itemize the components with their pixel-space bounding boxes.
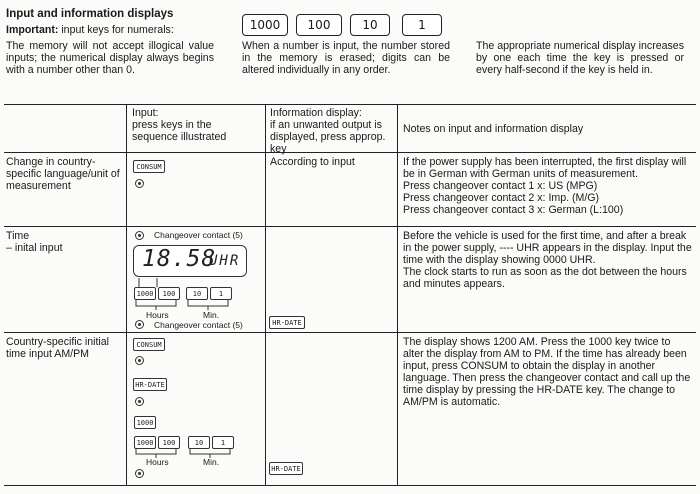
row1-info: According to input: [270, 156, 355, 168]
row2-notes: Before the vehicle is used for the first time, and after a break in the power supply, ---- UHR appears in the display. Input the time with the display showing 0000 UHR. The clock starts to run as soon as the dot between the hours and minutes appears.: [403, 230, 692, 290]
row1-consum-key[interactable]: CONSUM: [133, 160, 165, 173]
row2-changeover-bottom: Changeover contact (5): [154, 320, 243, 330]
row2-key-1000[interactable]: 1000: [134, 287, 156, 300]
intro-para-3: The appropriate numerical display increases by one each time the key is pressed or every half-second if the key is held in.: [476, 40, 684, 76]
row3-consum-key[interactable]: CONSUM: [133, 338, 165, 351]
header-notes: Notes on input and information display: [403, 123, 584, 135]
numeral-key-1[interactable]: 1: [402, 14, 442, 36]
intro-para-2: When a number is input, the number stored in the memory is erased; digits can be altered individually in any order.: [242, 40, 450, 76]
row3-min-label: Min.: [203, 457, 220, 467]
row2-key-100[interactable]: 100: [158, 287, 180, 300]
lcd-text: UHR: [209, 253, 241, 269]
row2-min-label: Min.: [203, 310, 220, 320]
row3-key-10[interactable]: 10: [188, 436, 210, 449]
row2-label: Time: [6, 230, 30, 242]
row2-key-1[interactable]: 1: [210, 287, 232, 300]
row3-hr-date-key[interactable]: HR-DATE: [133, 378, 167, 391]
row1-notes: If the power supply has been interrupted, the first display will be in German with German units of measurement. Press changeover contact 1 x: US (MPG) Press changeover contact 2 x: Imp. (M/G) Press changeover contact 3 x: German (L:100): [403, 156, 687, 216]
row2-key-10[interactable]: 10: [186, 287, 208, 300]
row3-hr-date-key-info[interactable]: HR-DATE: [269, 462, 303, 475]
lcd-digits: 18.58: [142, 246, 217, 272]
row3-key-1[interactable]: 1: [212, 436, 234, 449]
header-input: Input: press keys in the sequence illustrated: [132, 107, 227, 143]
intro-para-1: The memory will not accept illogical value inputs; the numerical display always begins with a number other than 0.: [6, 40, 214, 76]
header-info: Information display: if an unwanted output is displayed, press approp. key: [270, 107, 386, 155]
row3-key-100[interactable]: 100: [158, 436, 180, 449]
row2-hours-label: Hours: [146, 310, 169, 320]
row3-lamp-3-icon[interactable]: [135, 469, 144, 478]
row3-key-1000-single[interactable]: 1000: [134, 416, 156, 429]
row3-hours-label: Hours: [146, 457, 169, 467]
row3-label: Country-specific initial time input AM/PM: [6, 336, 110, 360]
row2-sublabel: – inital input: [6, 242, 63, 254]
numeral-key-100[interactable]: 100: [296, 14, 342, 36]
heading: Input and information displays: [6, 8, 174, 20]
row2-changeover-top: Changeover contact (5): [154, 230, 243, 240]
row1-label: Change in country-specific language/unit of measurement: [6, 156, 120, 192]
important-label: Important:: [6, 24, 59, 36]
row3-key-1000[interactable]: 1000: [134, 436, 156, 449]
row2-hr-date-key[interactable]: HR-DATE: [269, 316, 305, 329]
numeral-key-1000[interactable]: 1000: [242, 14, 288, 36]
row3-notes: The display shows 1200 AM. Press the 1000 key twice to alter the display from AM to PM. If the time has already been input, press CONSUM to obtain the display in another language. Then press the changeover contact and call up the time display by pressing the HR-DATE key. The change to AM/PM is automatic.: [403, 336, 691, 408]
important-text: input keys for numerals:: [61, 24, 174, 36]
numeral-key-10[interactable]: 10: [350, 14, 390, 36]
